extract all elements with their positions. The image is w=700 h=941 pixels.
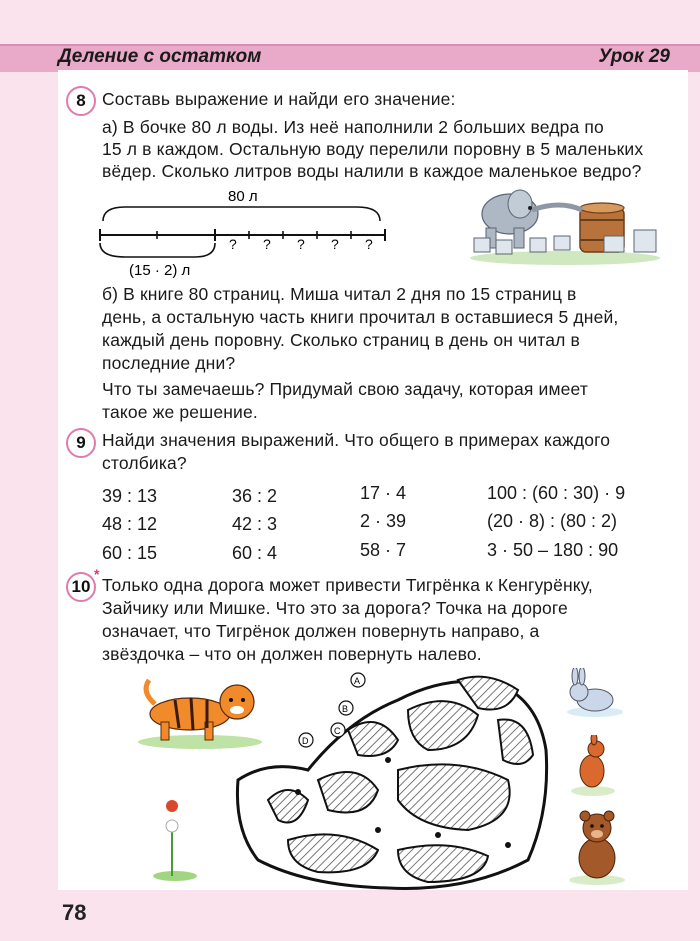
expression: 60 : 15 (102, 543, 158, 563)
expression: 3 · 50 – 180 : 90 (487, 540, 619, 560)
part-brace (100, 243, 215, 257)
bear-cub-illustration (566, 808, 628, 886)
task-8b-line-4: последние дни? (102, 353, 236, 373)
task-8b-line-2: день, а остальную часть книги прочитал в оставшиеся 5 дней, (102, 307, 619, 327)
maze-label-c: C (334, 726, 341, 736)
total-label: 80 л (228, 188, 258, 205)
expression: 17 · 4 (360, 483, 407, 503)
expression: 58 · 7 (360, 540, 407, 560)
task-9-line-1: Найди значения выражений. Что общего в примерах каждого (102, 430, 611, 450)
part-label: (15 · 2) л (129, 262, 191, 279)
kangaroo-illustration (568, 735, 618, 797)
task-10-line-2: Зайчику или Мишке. Что это за дорога? Точка на дороге (102, 598, 568, 618)
unknown-mark: ? (365, 236, 373, 252)
total-brace (103, 207, 380, 221)
bunny-illustration (565, 668, 625, 718)
elephant-buckets-illustration (470, 186, 665, 266)
task-9-number: 9 (66, 428, 96, 458)
task-8a-line-1: а) В бочке 80 л воды. Из неё наполнили 2 больших ведра по (102, 117, 604, 137)
maze-label-b: B (342, 704, 349, 714)
expression: 39 : 13 (102, 486, 158, 506)
task-10-line-1: Только одна дорога может привести Тигрёнка к Кенгурёнку, (102, 575, 593, 595)
task-8a-line-2: 15 л в каждом. Остальную воду перелили поровну в 5 маленьких (102, 139, 644, 159)
chapter-title: Деление с остатком (58, 46, 262, 67)
maze-diagram (228, 660, 558, 898)
task-8a-line-3: вёдер. Сколько литров воды налили в каждое маленькое ведро? (102, 161, 642, 181)
maze-label-d: D (302, 736, 309, 746)
task-8-question-line-2: такое же решение. (102, 402, 258, 422)
unknown-mark: ? (331, 236, 339, 252)
task-9-line-2: столбика? (102, 453, 187, 473)
maze-label-a: A (354, 676, 361, 686)
task-8-question-line-1: Что ты замечаешь? Придумай свою задачу, которая имеет (102, 379, 588, 399)
expression: 42 : 3 (232, 514, 278, 534)
page-number: 78 (62, 900, 87, 925)
task-10-number: 10 (66, 572, 96, 602)
task-8b-line-1: б) В книге 80 страниц. Миша читал 2 дня по 15 страниц в (102, 284, 577, 304)
unknown-mark: ? (229, 236, 237, 252)
expression: 48 : 12 (102, 514, 158, 534)
task-8-intro: Составь выражение и найди его значение: (102, 89, 456, 109)
unknown-mark: ? (297, 236, 305, 252)
expression: 36 : 2 (232, 486, 278, 506)
lesson-label: Урок 29 (598, 46, 670, 67)
expression: 2 · 39 (360, 511, 407, 531)
task-8b-line-3: каждый день поровну. Сколько страниц в день он читал в (102, 330, 580, 350)
difficulty-star: * (94, 566, 100, 582)
task-8-number: 8 (66, 86, 96, 116)
unknown-mark: ? (263, 236, 271, 252)
expression: 60 : 4 (232, 543, 278, 563)
task-10-line-3: означает, что Тигрёнок должен повернуть направо, а (102, 621, 540, 641)
flower-illustration (150, 798, 200, 882)
expression: 100 : (60 : 30) · 9 (487, 483, 626, 503)
segment-diagram (95, 185, 395, 280)
task-10-line-4: звёздочка – что он должен повернуть налево. (102, 644, 482, 664)
expression: (20 · 8) : (80 : 2) (487, 511, 618, 531)
